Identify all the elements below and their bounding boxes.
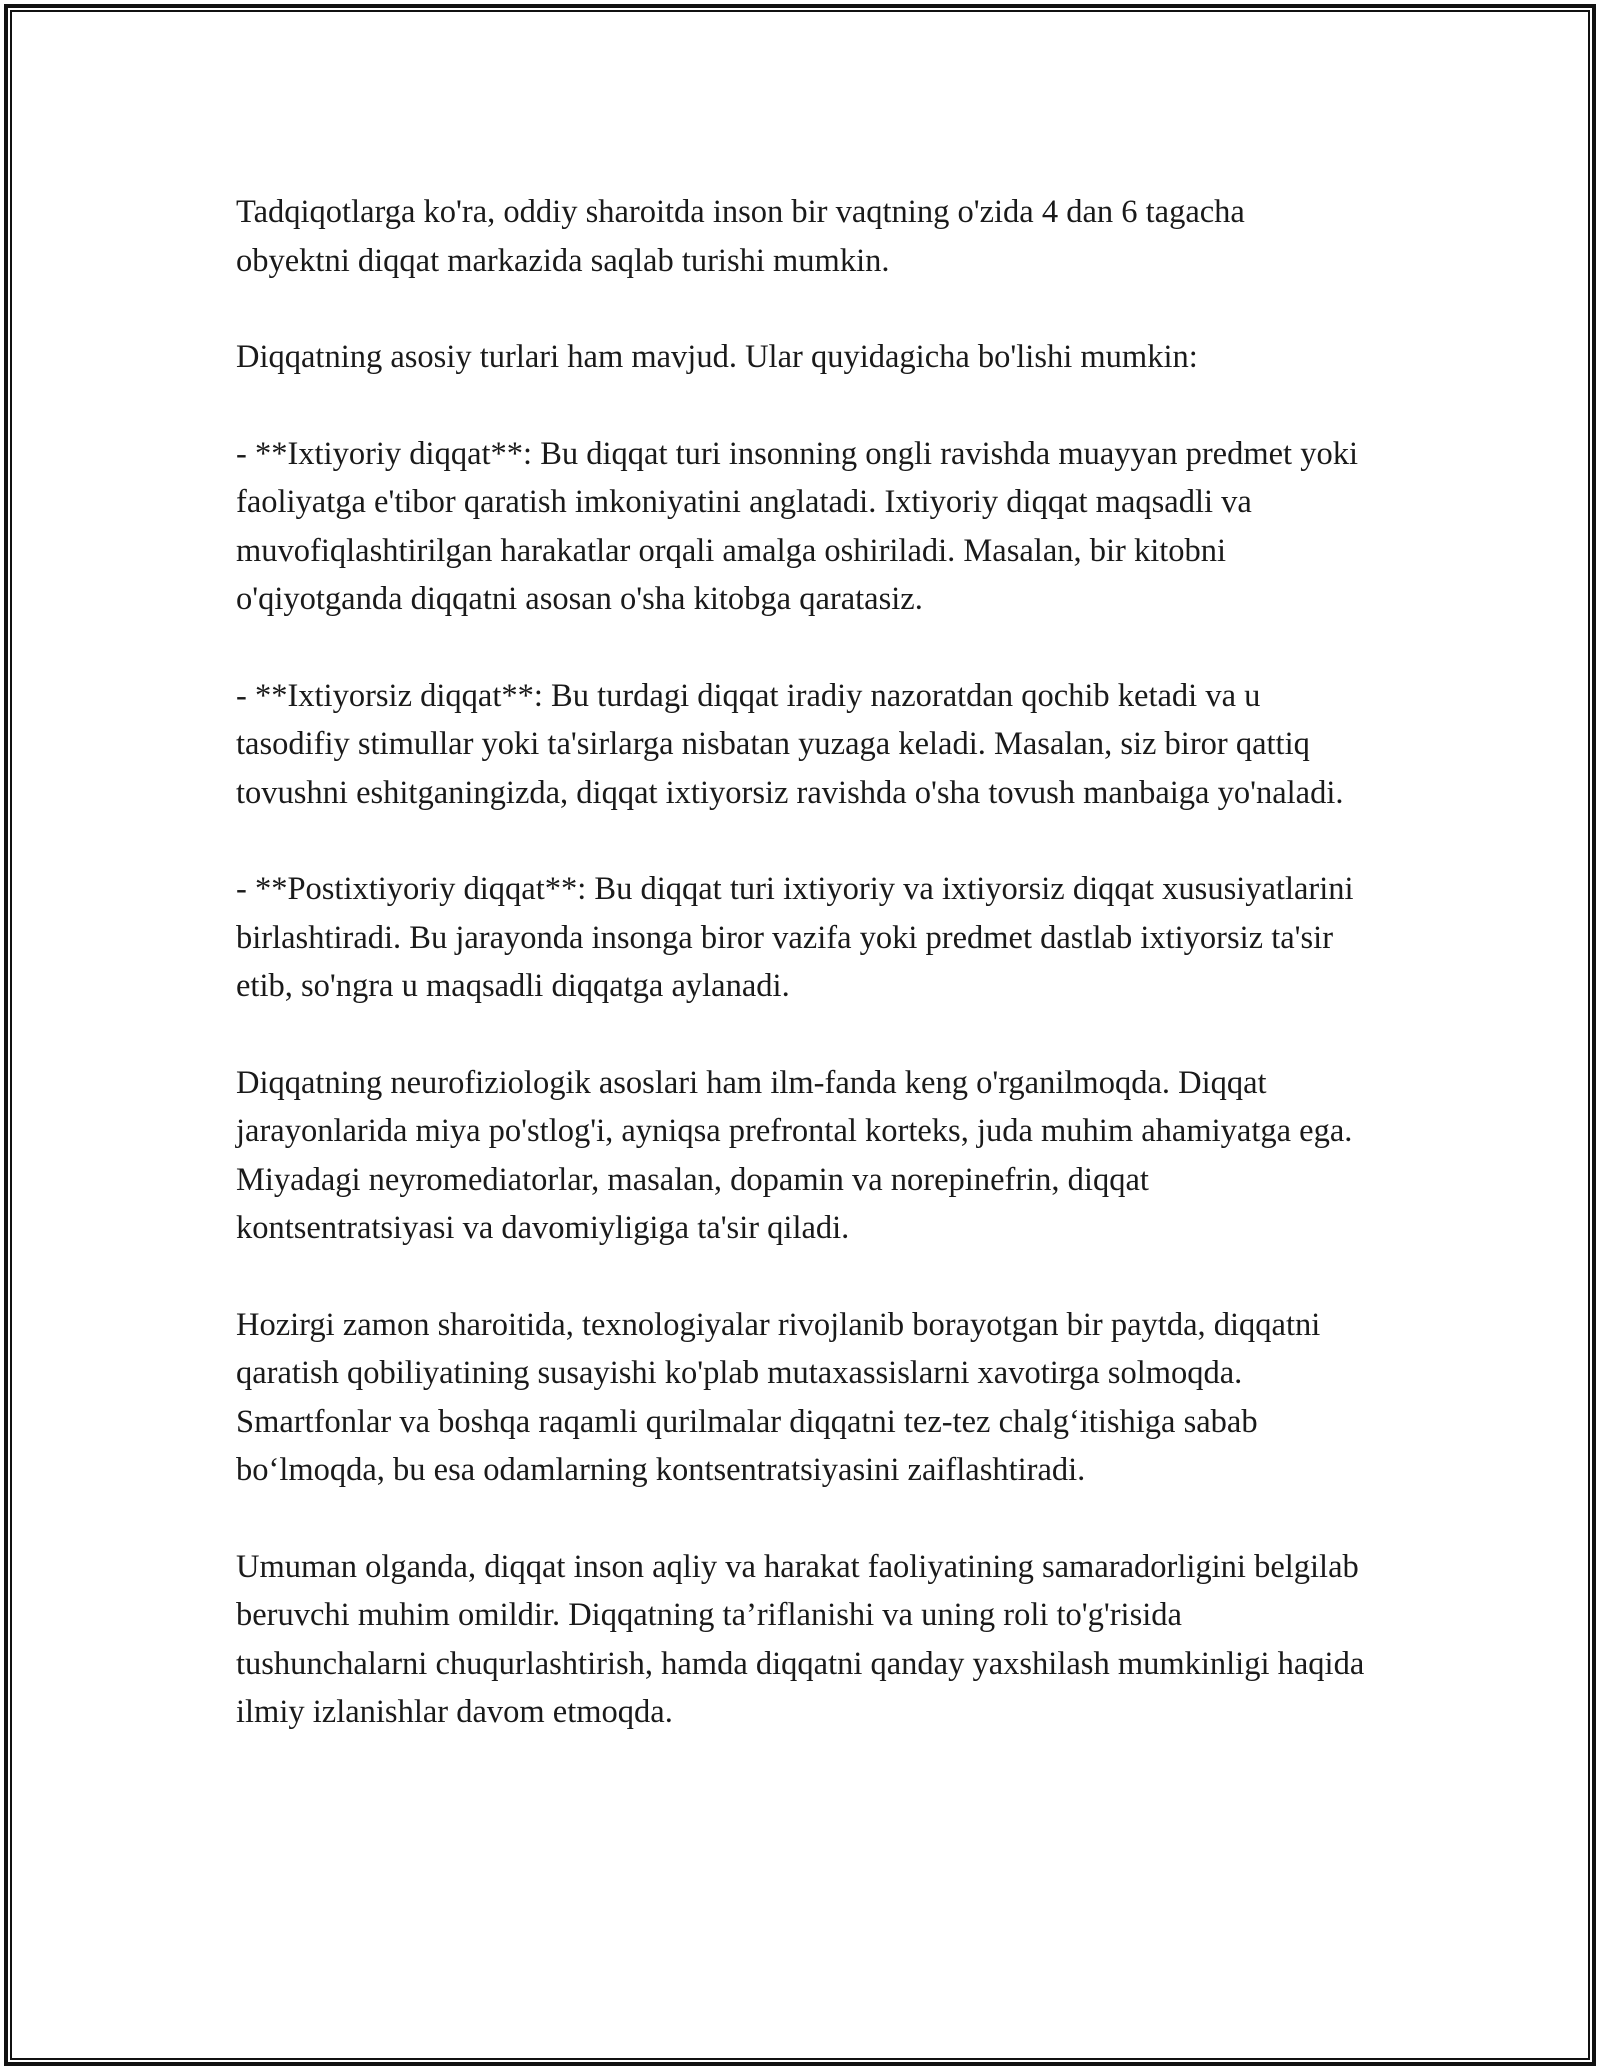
list-item-involuntary-attention: - **Ixtiyorsiz diqqat**: Bu turdagi diqqat iradiy nazoratdan qochib ketadi va u tasodifiy stimullar yoki ta'sirlarga nisbatan yuzaga keladi. Masalan, siz biror qattiq tovushni eshitganingizda, diqqat ixtiyorsiz ravishda o'sha tovush manbaiga yo'naladi.	[236, 677, 1344, 811]
list-item-voluntary-attention: - **Ixtiyoriy diqqat**: Bu diqqat turi insonning ongli ravishda muayyan predmet yoki faoliyatga e'tibor qaratish imkoniyatini anglatadi. Ixtiyoriy diqqat maqsadli va muvofiqlashtirilgan harakatlar orqali amalga oshiriladi. Masalan, bir kitobni o'qiyotganda diqqatni asosan o'sha kitobga qaratasiz.	[236, 435, 1358, 617]
paragraph-attention-types-intro: Diqqatning asosiy turlari ham mavjud. Ular quyidagicha bo'lishi mumkin:	[236, 339, 1198, 375]
list-item-post-voluntary-attention: - **Postixtiyoriy diqqat**: Bu diqqat turi ixtiyoriy va ixtiyorsiz diqqat xususiyatlarini birlashtiradi. Bu jarayonda insonga biror vazifa yoki predmet dastlab ixtiyorsiz ta'sir etib, so'ngra u maqsadli diqqatga aylanadi.	[236, 871, 1354, 1004]
document-body	[236, 188, 1366, 1785]
paragraph-research-intro: Tadqiqotlarga ko'ra, oddiy sharoitda inson bir vaqtning o'zida 4 dan 6 tagacha obyektni diqqat markazida saqlab turishi mumkin.	[236, 194, 1245, 279]
paragraph-neurophysiology: Diqqatning neurofiziologik asoslari ham ilm-fanda keng o'rganilmoqda. Diqqat jarayonlarida miya po'stlog'i, ayniqsa prefrontal korteks, juda muhim ahamiyatga ega. Miyadagi neyromediatorlar, masalan, dopamin va norepinefrin, diqqat kontsentratsiyasi va davomiyligiga ta'sir qiladi.	[236, 1064, 1353, 1246]
paragraph-modern-technology: Hozirgi zamon sharoitida, texnologiyalar rivojlanib borayotgan bir paytda, diqqatni qaratish qobiliyatining susayishi ko'plab mutaxassislarni xavotirga solmoqda. Smartfonlar va boshqa raqamli qurilmalar diqqatni tez-tez chalg‘itishiga sabab bo‘lmoqda, bu esa odamlarning kontsentratsiyasini zaiflashtiradi.	[236, 1306, 1321, 1488]
paragraph-conclusion: Umuman olganda, diqqat inson aqliy va harakat faoliyatining samaradorligini belgilab beruvchi muhim omildir. Diqqatning ta’riflanishi va uning roli to'g'risida tushunchalarni chuqurlashtirish, hamda diqqatni qanday yaxshilash mumkinligi haqida ilmiy izlanishlar davom etmoqda.	[236, 1548, 1365, 1730]
